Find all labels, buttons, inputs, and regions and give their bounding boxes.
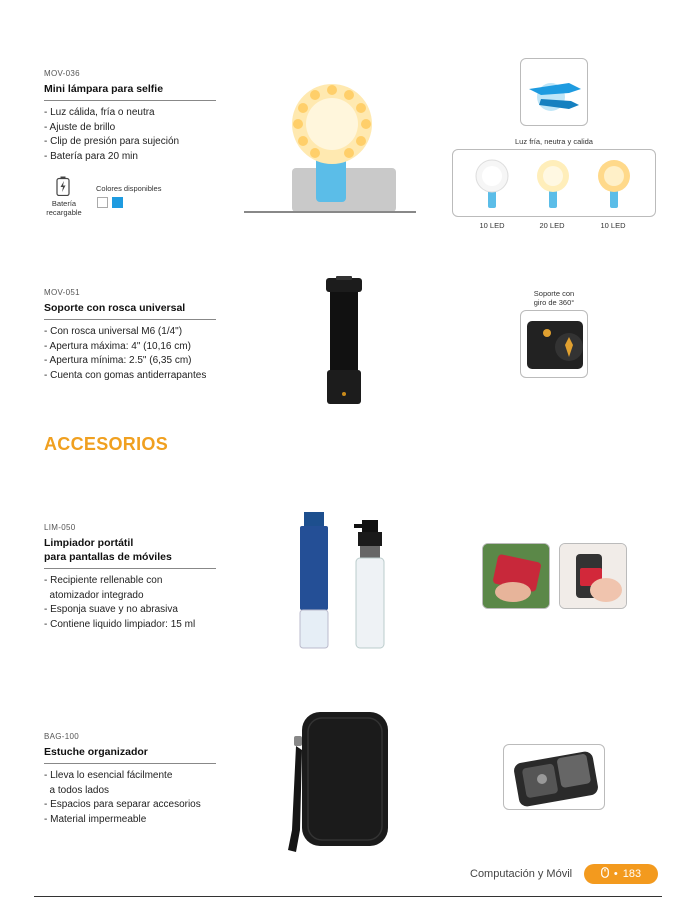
product-code: LIM-050 (44, 523, 76, 532)
organizer-open-image (503, 744, 605, 810)
feature-list (44, 106, 216, 164)
footer-section-name: Computación y Móvil (470, 868, 573, 880)
feature-item: atomizador integrado (44, 589, 144, 601)
product-mov-051 (44, 288, 216, 383)
battery-icon (56, 176, 70, 196)
feature-item: - Material impermeable (44, 813, 147, 825)
feature-item: - Clip de presión para sujeción (44, 136, 180, 148)
product-lim-050 (44, 523, 216, 632)
led-label: 10 LED (600, 221, 626, 230)
product-code: BAG-100 (44, 732, 80, 741)
product-code: MOV-036 (44, 69, 80, 78)
feature-item: - Contiene liquido limpiador: 15 ml (44, 618, 196, 630)
cleaner-bottles-image (296, 510, 392, 650)
feature-item: - Apertura mínima: 2.5" (6,35 cm) (44, 355, 192, 367)
feature-item: - Lleva lo esencial fácilmente (44, 770, 173, 782)
rotation-caption: Soporte con giro de 360° (533, 289, 575, 308)
feature-item: a todos lados (44, 784, 110, 796)
product-title: Limpiador portátil para pantallas de móviles (44, 536, 216, 569)
battery-label: Batería recargable (46, 199, 82, 218)
phone-holder-image (324, 276, 364, 406)
product-bag-100 (44, 732, 216, 827)
led-label: 20 LED (539, 221, 565, 230)
page-bullet: • (613, 868, 618, 880)
feature-list (44, 769, 216, 827)
cleaner-usage-image-1 (482, 543, 550, 609)
clip-detail-image (520, 58, 588, 126)
feature-list (44, 574, 216, 632)
light-modes-box (452, 149, 656, 217)
selfie-lamp-image (244, 80, 416, 214)
product-title: Mini lámpara para selfie (44, 82, 216, 101)
color-swatch-blue (112, 197, 123, 208)
section-title: ACCESORIOS (44, 434, 169, 454)
feature-item: - Luz cálida, fría o neutra (44, 107, 155, 119)
cleaner-usage-image-2 (559, 543, 627, 609)
colors-label: Colores disponibles (96, 184, 162, 193)
feature-item: - Con rosca universal M6 (1/4") (44, 326, 183, 338)
feature-item: - Esponja suave y no abrasiva (44, 604, 178, 616)
feature-item: - Cuenta con gomas antiderrapantes (44, 369, 207, 381)
feature-item: - Apertura máxima: 4" (10,16 cm) (44, 340, 191, 352)
product-title: Estuche organizador (44, 745, 216, 764)
color-swatch-white (97, 197, 108, 208)
mouse-icon (601, 867, 609, 881)
led-label: 10 LED (479, 221, 505, 230)
organizer-case-image (284, 710, 392, 856)
product-title: Soporte con rosca universal (44, 301, 216, 320)
feature-item: - Batería para 20 min (44, 150, 138, 162)
lights-caption: Luz fría, neutra y calida (515, 137, 593, 146)
product-code: MOV-051 (44, 288, 80, 297)
feature-list (44, 325, 216, 383)
page-number: 183 (622, 868, 642, 880)
feature-item: - Espacios para separar accesorios (44, 799, 201, 811)
holder-rotation-image (520, 310, 588, 378)
feature-item: - Recipiente rellenable con (44, 575, 163, 587)
footer-rule (34, 896, 662, 897)
product-mov-036 (44, 69, 216, 164)
feature-item: - Ajuste de brillo (44, 121, 116, 133)
page-number-badge (584, 864, 658, 884)
